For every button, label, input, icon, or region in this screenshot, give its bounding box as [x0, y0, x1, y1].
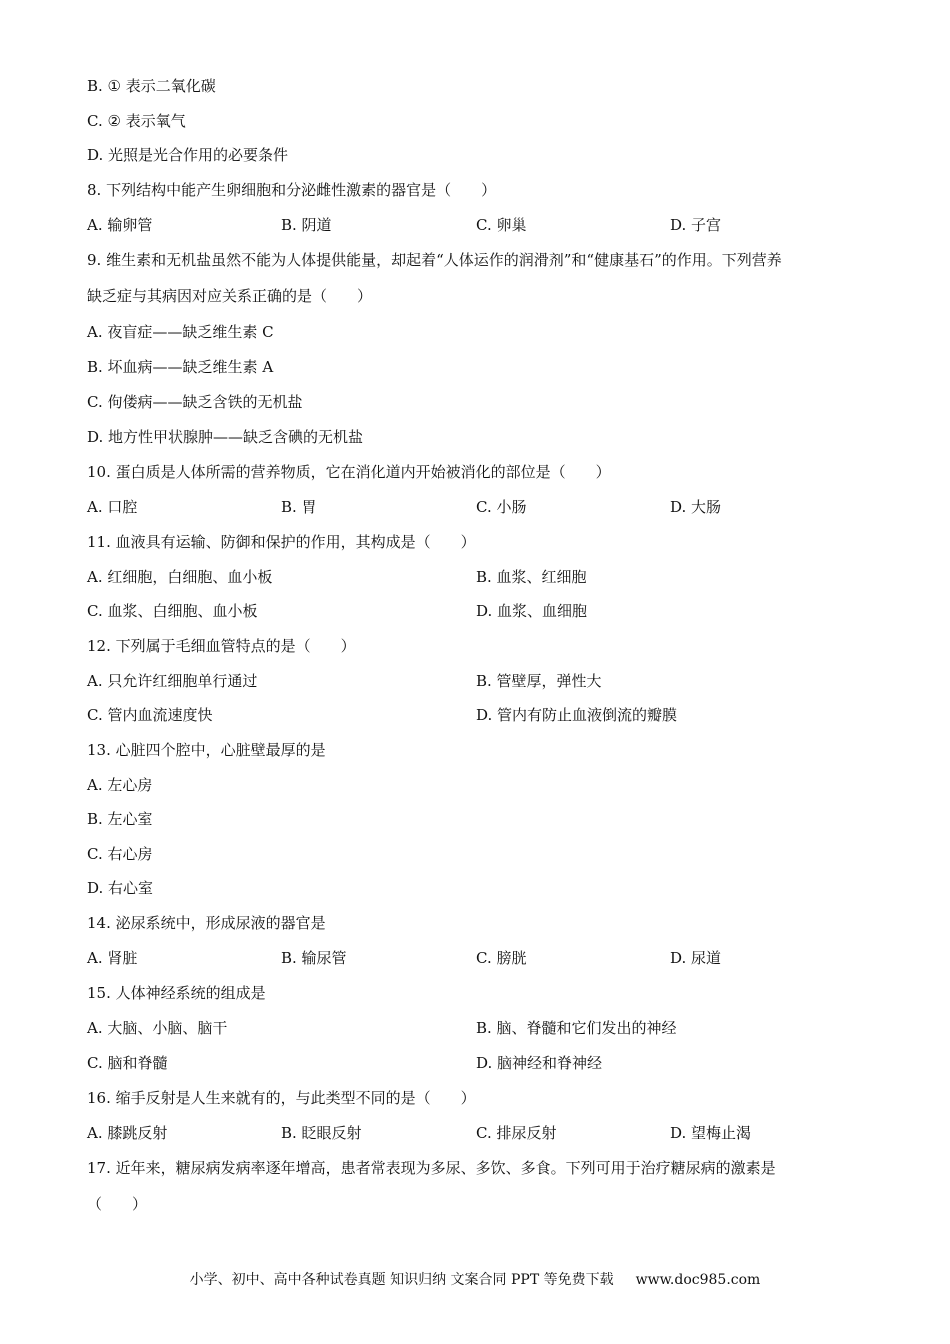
- q12-option-d: D. 管内有防止血液倒流的瓣膜: [476, 706, 678, 724]
- q12-option-c: C. 管内血流速度快: [87, 706, 213, 724]
- q12-option-b: B. 管壁厚，弹性大: [476, 672, 602, 690]
- q15-stem: 15. 人体神经系统的组成是: [87, 984, 266, 1002]
- q9-option-c: C. 佝偻病——缺乏含铁的无机盐: [87, 393, 303, 411]
- q13-option-a: A. 左心房: [87, 776, 153, 794]
- q11-option-c: C. 血浆、白细胞、血小板: [87, 602, 258, 620]
- q10-option-b: B. 胃: [281, 498, 317, 516]
- q15-option-b: B. 脑、脊髓和它们发出的神经: [476, 1019, 677, 1037]
- q12-stem: 12. 下列属于毛细血管特点的是（ ）: [87, 637, 356, 655]
- q8-option-c: C. 卵巢: [476, 216, 527, 234]
- q14-option-b: B. 输尿管: [281, 949, 347, 967]
- q15-option-c: C. 脑和脊髓: [87, 1054, 168, 1072]
- q14-stem: 14. 泌尿系统中，形成尿液的器官是: [87, 914, 326, 932]
- q8-option-a: A. 输卵管: [87, 216, 153, 234]
- q9-stem-cont: 缺乏症与其病因对应关系正确的是（ ）: [87, 287, 373, 305]
- q13-option-c: C. 右心房: [87, 845, 153, 863]
- q9-option-b: B. 坏血病——缺乏维生素 A: [87, 358, 274, 376]
- q11-option-a: A. 红细胞，白细胞、血小板: [87, 568, 273, 586]
- footer-url[interactable]: www.doc985.com: [635, 1272, 761, 1288]
- q10-option-a: A. 口腔: [87, 498, 138, 516]
- page-footer: [0, 1270, 950, 1290]
- q8-stem: 8. 下列结构中能产生卵细胞和分泌雌性激素的器官是（ ）: [87, 181, 497, 199]
- q13-stem: 13. 心脏四个腔中，心脏壁最厚的是: [87, 741, 326, 759]
- q17-stem-cont: （ ）: [87, 1195, 148, 1213]
- q9-stem: 9. 维生素和无机盐虽然不能为人体提供能量，却起着“人体运作的润滑剂”和“健康基石”的作用。下列营养: [87, 251, 782, 269]
- q7-option-c: C. ② 表示氧气: [87, 112, 186, 130]
- q16-stem: 16. 缩手反射是人生来就有的，与此类型不同的是（ ）: [87, 1089, 476, 1107]
- q7-option-d: D. 光照是光合作用的必要条件: [87, 146, 289, 164]
- q14-option-c: C. 膀胱: [476, 949, 527, 967]
- q10-option-d: D. 大肠: [670, 498, 722, 516]
- footer-text: 小学、初中、高中各种试卷真题 知识归纳 文案合同 PPT 等免费下载: [189, 1272, 614, 1288]
- q7-option-b: B. ① 表示二氧化碳: [87, 77, 216, 95]
- q16-option-d: D. 望梅止渴: [670, 1124, 752, 1142]
- q12-option-a: A. 只允许红细胞单行通过: [87, 672, 258, 690]
- q9-option-d: D. 地方性甲状腺肿——缺乏含碘的无机盐: [87, 428, 364, 446]
- q14-option-a: A. 肾脏: [87, 949, 138, 967]
- q16-option-b: B. 眨眼反射: [281, 1124, 362, 1142]
- q8-option-d: D. 子宫: [670, 216, 722, 234]
- q13-option-d: D. 右心室: [87, 879, 154, 897]
- q15-option-a: A. 大脑、小脑、脑干: [87, 1019, 228, 1037]
- q15-option-d: D. 脑神经和脊神经: [476, 1054, 603, 1072]
- q8-option-b: B. 阴道: [281, 216, 332, 234]
- q11-stem: 11. 血液具有运输、防御和保护的作用，其构成是（ ）: [87, 533, 476, 551]
- q11-option-b: B. 血浆、红细胞: [476, 568, 587, 586]
- q16-option-c: C. 排尿反射: [476, 1124, 557, 1142]
- q14-option-d: D. 尿道: [670, 949, 722, 967]
- q9-option-a: A. 夜盲症——缺乏维生素 C: [87, 323, 274, 341]
- q13-option-b: B. 左心室: [87, 810, 153, 828]
- q11-option-d: D. 血浆、血细胞: [476, 602, 588, 620]
- q10-stem: 10. 蛋白质是人体所需的营养物质，它在消化道内开始被消化的部位是（ ）: [87, 463, 611, 481]
- q16-option-a: A. 膝跳反射: [87, 1124, 168, 1142]
- q17-stem: 17. 近年来，糖尿病发病率逐年增高，患者常表现为多尿、多饮、多食。下列可用于治疗糖尿病的激素是: [87, 1159, 776, 1177]
- q10-option-c: C. 小肠: [476, 498, 527, 516]
